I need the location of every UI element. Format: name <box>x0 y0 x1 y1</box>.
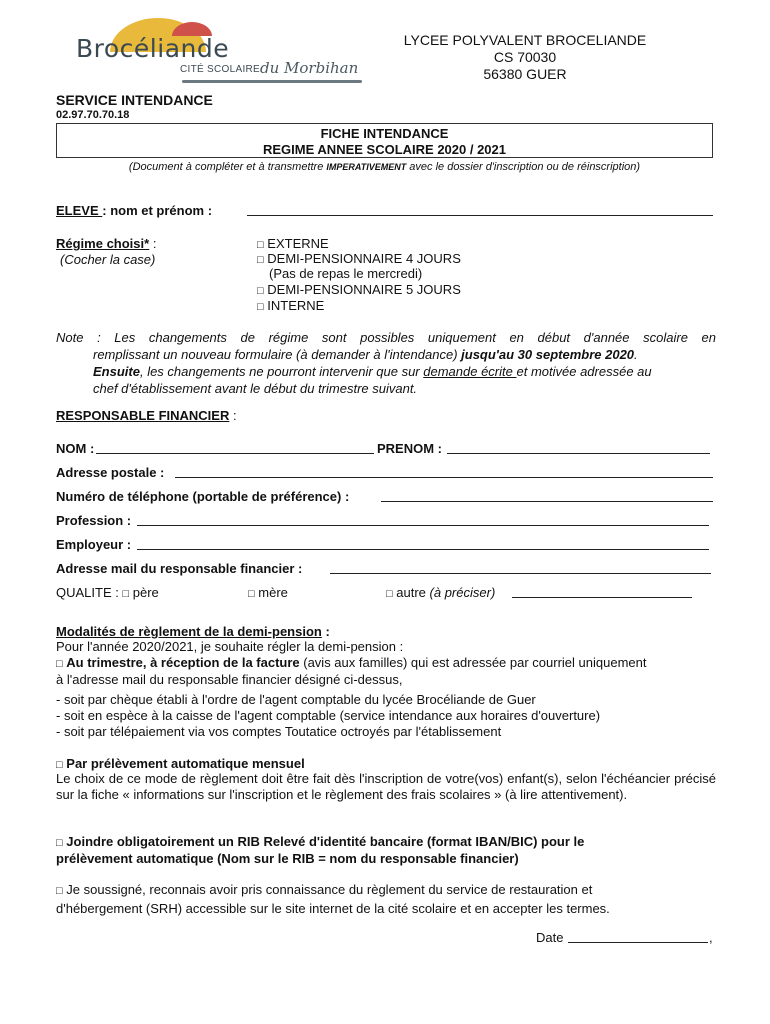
prenom-input-line[interactable] <box>447 441 710 454</box>
note-deadline: jusqu'au 30 septembre 2020 <box>461 347 635 362</box>
doc-note-emphasis: IMPERATIVEMENT <box>326 162 407 172</box>
regime-note <box>56 329 716 397</box>
rib-line1-text: Joindre obligatoirement un RIB Relevé d'identité bancaire (format IBAN/BIC) pour le <box>66 834 585 849</box>
checkbox-icon[interactable]: □ <box>56 885 63 897</box>
date-label: Date <box>536 930 564 945</box>
list-item: - soit en espèce à la caisse de l'agent comptable (service intendance aux horaires d'ouverture) <box>56 708 601 723</box>
qualite-text: QUALITE : <box>56 585 123 600</box>
payment-methods-list <box>56 692 716 740</box>
option-label: DEMI-PENSIONNAIRE 4 JOURS <box>267 251 461 266</box>
regime-label-colon: : <box>149 236 157 251</box>
note-line3d: et motivée adressée au <box>516 364 652 379</box>
telephone-label: Numéro de téléphone (portable de préférence) : <box>56 489 350 504</box>
qualite-pere: père <box>132 585 159 600</box>
consent-line1-text: Je soussigné, reconnais avoir pris connaissance du règlement du service de restauration et <box>66 882 593 897</box>
note-line3b: , les changements ne pourront intervenir que sur <box>139 364 424 379</box>
telephone-input-line[interactable] <box>381 489 713 502</box>
option-label: EXTERNE <box>267 236 329 251</box>
qualite-mere: mère <box>258 585 288 600</box>
fiche-title-line2: REGIME ANNEE SCOLAIRE 2020 / 2021 <box>263 142 506 157</box>
nom-label: NOM : <box>56 441 95 456</box>
rib-line2: prélèvement automatique (Nom sur le RIB = nom du responsable financier) <box>56 851 519 866</box>
modalites-title-colon: : <box>321 624 330 639</box>
mail-label: Adresse mail du responsable financier : <box>56 561 303 576</box>
doc-note-close: avec le dossier d'inscription ou de réinscription) <box>406 161 641 173</box>
checkbox-icon[interactable]: □ <box>257 301 264 313</box>
school-cs: CS 70030 <box>493 49 557 65</box>
adresse-input-line[interactable] <box>175 465 713 478</box>
note-line2c: . <box>634 347 638 362</box>
nom-input-line[interactable] <box>96 441 374 454</box>
fiche-title <box>56 126 713 158</box>
checkbox-icon[interactable]: □ <box>122 588 130 600</box>
employeur-label: Employeur : <box>56 537 132 552</box>
checkbox-icon[interactable]: □ <box>257 239 264 251</box>
regime-option-dp4[interactable] <box>257 251 461 267</box>
profession-label: Profession : <box>56 513 132 528</box>
modalites-title-text: Modalités de règlement de la demi-pension <box>56 624 322 639</box>
consent-statement[interactable] <box>56 882 716 917</box>
note-ensuite: Ensuite <box>93 364 140 379</box>
eleve-label-rest: : nom et prénom : <box>102 203 213 218</box>
note-line1: Note : Les changements de régime sont possibles uniquement en début d'année scolaire en <box>56 330 716 345</box>
checkbox-icon[interactable]: □ <box>257 254 264 266</box>
responsable-title-text: RESPONSABLE FINANCIER <box>56 408 230 423</box>
modalites-title <box>56 624 330 639</box>
regime-label-text: Régime choisi* <box>56 236 150 251</box>
document-note <box>56 161 713 174</box>
checkbox-icon[interactable]: □ <box>386 588 393 600</box>
qualite-option-mere[interactable] <box>248 585 288 601</box>
eleve-field <box>56 203 212 218</box>
note-line2 <box>56 346 716 363</box>
option-prelevement-title: Par prélèvement automatique mensuel <box>66 756 305 771</box>
checkbox-icon[interactable]: □ <box>56 658 63 670</box>
consent-line2: d'hébergement (SRH) accessible sur le site internet de la cité scolaire et en accepter les termes. <box>56 901 610 916</box>
mail-input-line[interactable] <box>330 561 711 574</box>
regime-hint: (Cocher la case) <box>60 252 156 267</box>
school-name: LYCEE POLYVALENT BROCELIANDE <box>403 32 647 48</box>
consent-line1 <box>56 882 716 899</box>
service-phone: 02.97.70.70.18 <box>56 109 130 121</box>
qualite-option-autre[interactable] <box>386 585 495 601</box>
checkbox-icon[interactable]: □ <box>248 588 255 600</box>
school-address <box>370 32 680 83</box>
regime-option-externe[interactable] <box>257 236 329 252</box>
checkbox-icon[interactable]: □ <box>257 285 264 297</box>
rib-requirement[interactable] <box>56 834 716 867</box>
option-trimestre-title: Au trimestre, à réception de la facture <box>66 655 300 670</box>
option-trimestre-line1 <box>56 655 716 672</box>
note-line4: chef d'établissement avant le début du trimestre suivant. <box>93 381 418 396</box>
prenom-label: PRENOM : <box>377 441 442 456</box>
list-item: - soit par télépaiement via vos comptes Toutatice octroyés par l'établissement <box>56 724 502 739</box>
logo-subtitle: CITÉ SCOLAIRE <box>180 64 261 75</box>
qualite-autre: autre <box>396 585 430 600</box>
option-trimestre-rest: (avis aux familles) qui est adressée par courriel uniquement <box>299 655 647 670</box>
regime-option-dp5[interactable] <box>257 282 461 298</box>
checkbox-icon[interactable]: □ <box>56 837 63 849</box>
logo-underline <box>182 80 362 83</box>
note-line3 <box>56 363 716 380</box>
prelevement-text: Le choix de ce mode de règlement doit être fait dès l'inscription de votre(vos) enfant(s), selon l'échéancier précisé sur la fiche « informations sur l'inscription et le règlement des frais scolaires » (à lire attentivement). <box>56 771 716 802</box>
service-title: SERVICE INTENDANCE <box>56 92 213 108</box>
employeur-input-line[interactable] <box>137 537 709 550</box>
logo-script: du Morbihan <box>260 59 359 77</box>
regime-option-interne[interactable] <box>257 298 324 314</box>
eleve-label: ELEVE <box>56 203 103 218</box>
date-comma: , <box>709 930 713 945</box>
option-trimestre[interactable] <box>56 655 716 688</box>
checkbox-icon[interactable]: □ <box>56 759 63 771</box>
list-item: - soit par chèque établi à l'ordre de l'agent comptable du lycée Brocéliande de Guer <box>56 692 536 707</box>
option-label: DEMI-PENSIONNAIRE 5 JOURS <box>267 282 461 297</box>
qualite-autre-hint: (à préciser) <box>429 585 496 600</box>
option-trimestre-line2: à l'adresse mail du responsable financier désigné ci-dessus, <box>56 672 403 687</box>
logo-name: Brocéliande <box>76 34 230 63</box>
date-input-line[interactable] <box>568 930 708 943</box>
note-line2a: remplissant un nouveau formulaire (à demander à l'intendance) <box>93 347 462 362</box>
eleve-input-line[interactable] <box>247 203 713 216</box>
modalites-intro: Pour l'année 2020/2021, je souhaite régler la demi-pension : <box>56 639 404 654</box>
fiche-title-line1: FICHE INTENDANCE <box>320 126 449 141</box>
option-label: INTERNE <box>267 298 325 313</box>
school-city: 56380 GUER <box>483 66 567 82</box>
doc-note-open: (Document à compléter et à transmettre <box>128 161 327 173</box>
adresse-label: Adresse postale : <box>56 465 165 480</box>
regime-option-dp4-note: (Pas de repas le mercredi) <box>269 266 423 281</box>
school-logo <box>62 18 372 90</box>
autre-input-line[interactable] <box>512 585 692 598</box>
note-demande-ecrite: demande écrite <box>423 364 517 379</box>
rib-line1 <box>56 834 716 851</box>
qualite-label <box>56 585 159 601</box>
responsable-title <box>56 408 237 423</box>
responsable-title-colon: : <box>229 408 237 423</box>
profession-input-line[interactable] <box>137 513 709 526</box>
regime-label <box>56 236 156 251</box>
